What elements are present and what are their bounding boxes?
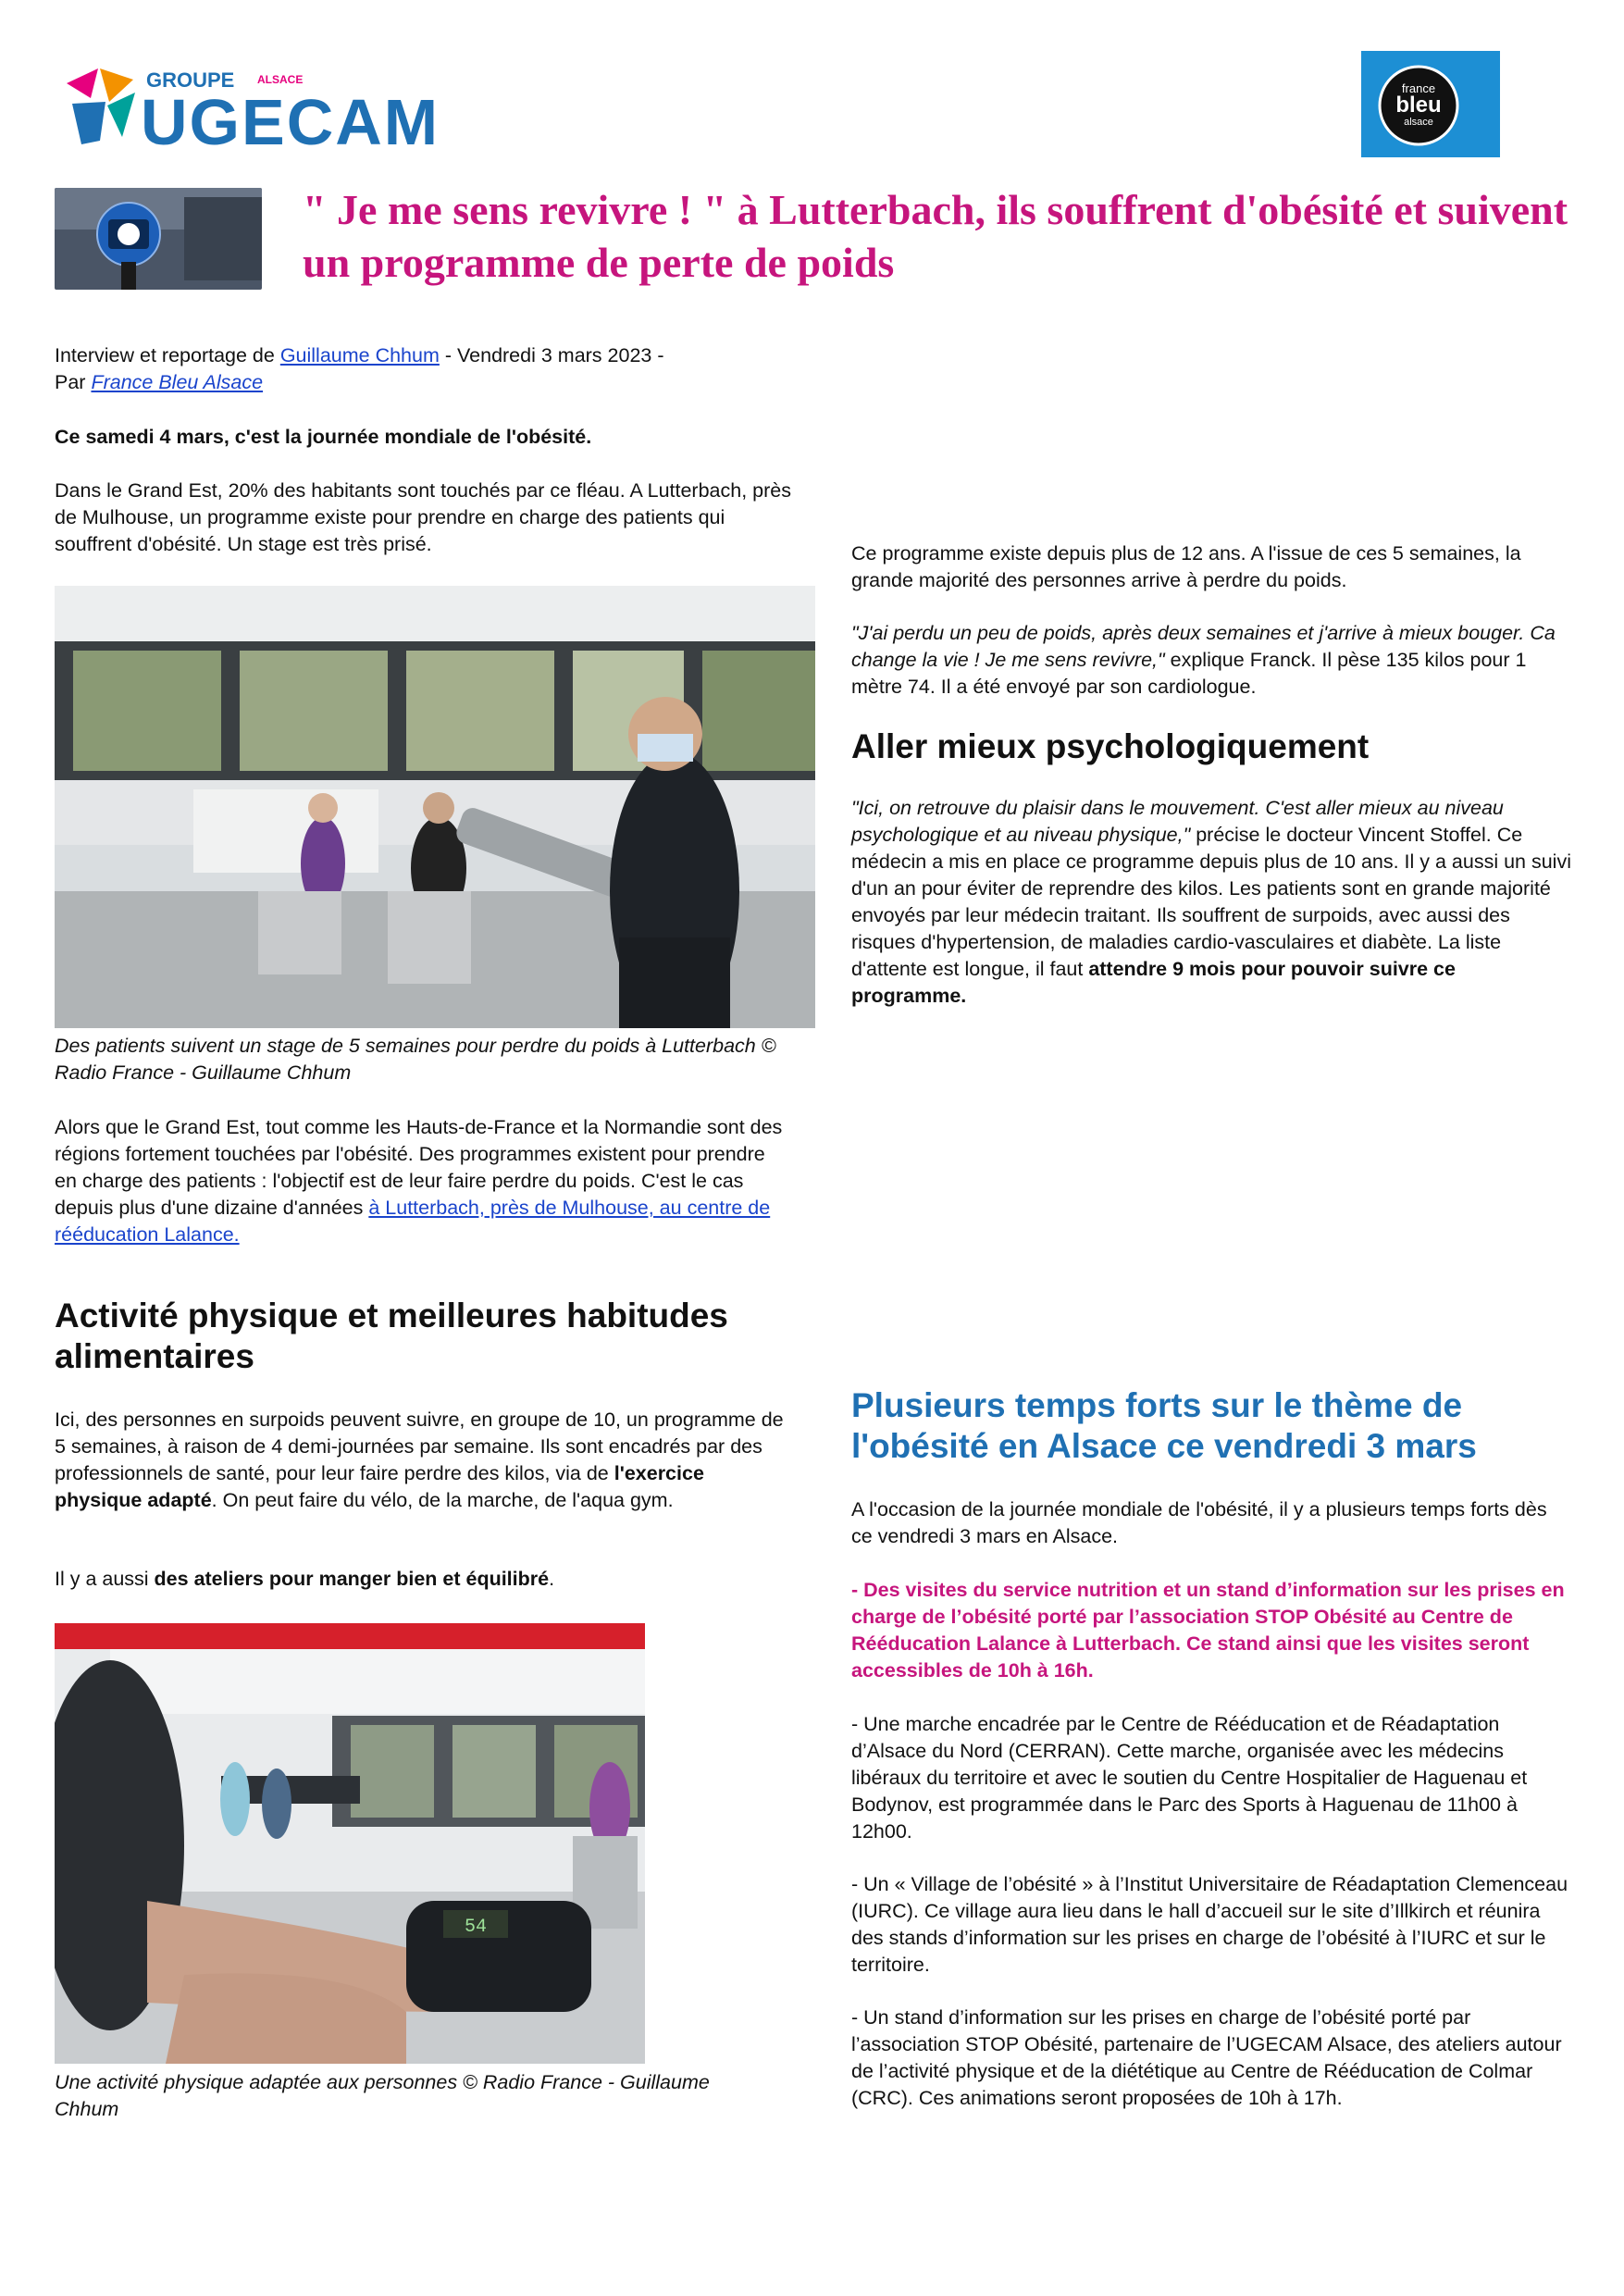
franck-quote: "J'ai perdu un peu de poids, après deux semaines et j'arrive à mieux bouger. Ca change la vie ! Je me sens revivre," — [851, 622, 1556, 671]
gym-bikes-photo — [55, 586, 815, 1028]
franck-quote-paragraph — [851, 620, 1573, 701]
lalance-link[interactable]: à Lutterbach, près de Mulhouse, au centre de rééducation Lalance. — [55, 1197, 771, 1246]
bike-display-readout: 54 — [464, 1917, 488, 1938]
byline — [55, 342, 795, 396]
grand-est-text: Alors que le Grand Est, tout comme les Hauts-de-France et la Normandie sont des régions fortement touchées par l'obésité. Des programmes existent pour prendre en charge des patients : l'objectif est de leur faire perdre du poids. C'est le cas depuis plus d'une dizaine d'années — [55, 1116, 783, 1219]
section1-p2-text-a: Il y a aussi — [55, 1568, 155, 1590]
france-bleu-line3: alsace — [1404, 117, 1433, 128]
section1-p2-text-b: . — [549, 1568, 555, 1590]
photo1-caption: Des patients suivent un stage de 5 semaines pour perdre du poids à Lutterbach © Radio France - Guillaume Chhum — [55, 1035, 776, 1084]
ugecam-name-text: UGECAM — [141, 86, 440, 154]
byline-prefix: Interview et reportage de — [55, 344, 280, 366]
section3-highlight: - Des visites du service nutrition et un stand d’information sur les prises en charge de l’obésité porté par l’association STOP Obésité au Centre de Rééducation Lalance à Lutterbach. Ce stand ainsi que les visites seront accessibles de 10h à 16h. — [851, 1579, 1565, 1682]
section1-p1-bold: l'exercice physique adapté — [55, 1462, 704, 1511]
france-bleu-logo — [1361, 51, 1500, 157]
section1-paragraph2 — [55, 1566, 795, 1593]
ugecam-region-text: ALSACE — [257, 73, 304, 86]
microphone-thumbnail — [55, 188, 262, 290]
grand-est-paragraph — [55, 1114, 786, 1248]
section1-paragraph1 — [55, 1407, 795, 1514]
france-bleu-line1: france — [1401, 81, 1436, 95]
lead-paragraph: Ce samedi 4 mars, c'est la journée mondiale de l'obésité. — [55, 426, 592, 448]
source-link[interactable]: France Bleu Alsace — [91, 371, 264, 393]
byline-date: - Vendredi 3 mars 2023 - — [439, 344, 664, 366]
article-title: " Je me sens revivre ! " à Lutterbach, ils souffrent d'obésité et suivent un programme de perte de poids — [303, 186, 1568, 286]
section2-text: précise le docteur Vincent Stoffel. Ce médecin a mis en place ce programme depuis plus de 10 ans. Il y a aussi un suivi d'un an pour éviter de reprendre des kilos. Les patients sont en grande majorité envoyés par leur médecin traitant. Ils souffrent de surpoids, avec aussi des risques d'hypertension, de maladies cardio-vasculaires et diabète. La liste d'attente est longue, il faut — [851, 824, 1571, 980]
section2-paragraph — [851, 795, 1573, 1010]
section3-item-colmar: - Un stand d’information sur les prises en charge de l’obésité porté par l’association STOP Obésité, partenaire de l’UGECAM Alsace, des ateliers autour de l’activité physique et de la diététique au Centre de Rééducation de Colmar (CRC). Ces animations seront proposées de 10h à 17h. — [851, 2006, 1562, 2109]
section2-bold: attendre 9 mois pour pouvoir suivre ce programme. — [851, 958, 1456, 1007]
france-bleu-line2: bleu — [1395, 93, 1442, 118]
ugecam-logo — [63, 61, 489, 154]
section3-intro: A l'occasion de la journée mondiale de l'obésité, il y a plusieurs temps forts dès ce vendredi 3 mars en Alsace. — [851, 1498, 1547, 1547]
ugecam-groupe-text: GROUPE — [146, 68, 235, 92]
section1-p1-text-b: . On peut faire du vélo, de la marche, de l'aqua gym. — [211, 1489, 674, 1511]
section1-p1-text-a: Ici, des personnes en surpoids peuvent suivre, en groupe de 10, un programme de 5 semaines, à raison de 4 demi-journées par semaine. Ils sont encadrés par des professionnels de santé, pour leur faire perdre des kilos, via de — [55, 1409, 784, 1484]
stoffel-quote: "Ici, on retrouve du plaisir dans le mouvement. C'est aller mieux au niveau psychologique et au niveau physique," — [851, 797, 1504, 846]
section3-item-marche: - Une marche encadrée par le Centre de Rééducation et de Réadaptation d’Alsace du Nord (CERRAN). Cette marche, organisée avec les médecins libéraux du territoire et avec le soutien du Centre Hospitalier de Haguenau et Bodynov, est programmée dans le Parc des Sports à Haguenau de 11h00 à 12h00. — [851, 1713, 1528, 1843]
section3-item-village: - Un « Village de l’obésité » à l’Institut Universitaire de Réadaptation Clemenceau (IURC). Ce village aura lieu dans le hall d’accueil sur le site d’Illkirch et réunira des stands d’information sur les prises en charge de l’obésité à l’IURC et sur le territoire. — [851, 1873, 1568, 1976]
section1-p2-bold: des ateliers pour manger bien et équilibré — [154, 1568, 550, 1590]
adapted-activity-photo — [55, 1623, 645, 2064]
intro-paragraph: Dans le Grand Est, 20% des habitants sont touchés par ce fléau. A Lutterbach, près de Mulhouse, un programme existe pour prendre en charge des patients qui souffrent d'obésité. Un stage est très prisé. — [55, 479, 791, 555]
section3-heading: Plusieurs temps forts sur le thème de l'obésité en Alsace ce vendredi 3 mars — [851, 1386, 1477, 1465]
photo2-caption: Une activité physique adaptée aux personnes © Radio France - Guillaume Chhum — [55, 2071, 710, 2120]
byline-by: Par — [55, 371, 92, 393]
section1-heading: Activité physique et meilleures habitudes alimentaires — [55, 1297, 728, 1375]
section2-heading: Aller mieux psychologiquement — [851, 727, 1370, 765]
author-link[interactable]: Guillaume Chhum — [279, 344, 440, 366]
right-paragraph1: Ce programme existe depuis plus de 12 ans. A l'issue de ces 5 semaines, la grande majorité des personnes arrive à perdre du poids. — [851, 542, 1521, 591]
franck-quote-after: explique Franck. Il pèse 135 kilos pour 1 mètre 74. Il a été envoyé par son cardiologue. — [851, 649, 1527, 698]
